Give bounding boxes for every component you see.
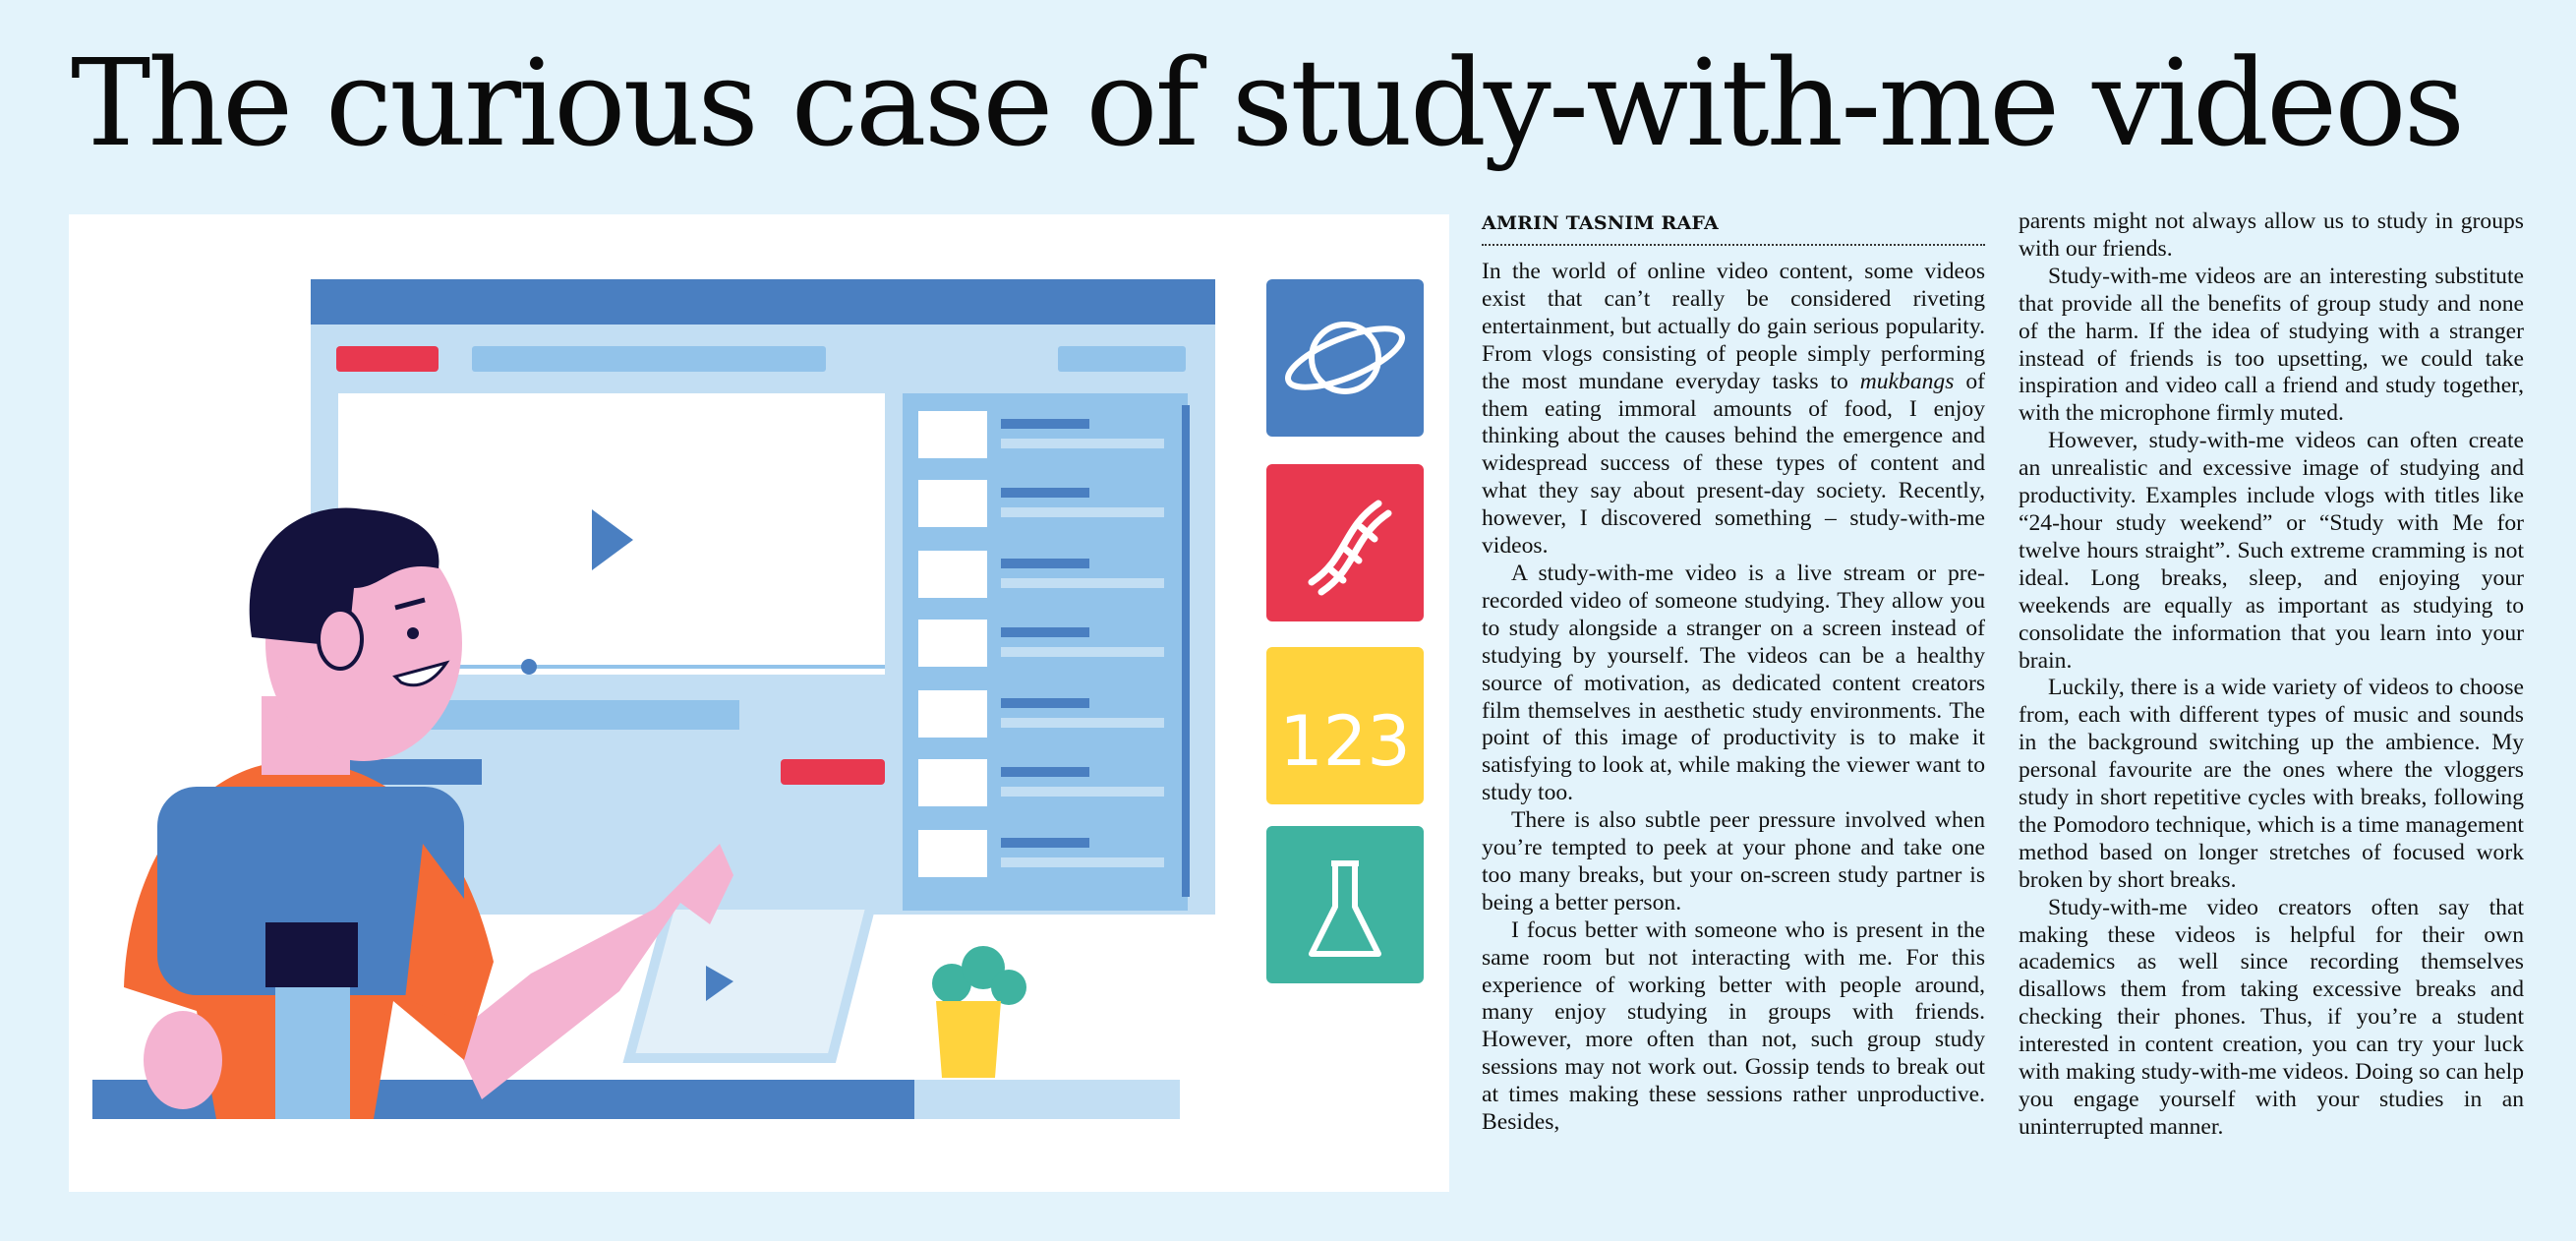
illustration <box>69 214 1449 1192</box>
article-column-2 <box>2019 208 2524 1142</box>
illustration-svg <box>69 214 1449 1192</box>
article-paragraph: I focus better with someone who is present in the same room but not interacting with me. For this experience of working better with people around, many enjoy studying in groups with friends. However, more often than not, such group study sessions may not work out. Gossip tends to break out at times making these sessions rather unproductive. Besides, <box>1482 916 1985 1136</box>
article-paragraph: Luckily, there is a wide variety of videos to choose from, each with different types of music and sounds in the background switching up the ambience. My personal favourite are the ones where the vloggers study in short repetitive cycles with breaks, following the Pomodoro technique, which is a time management method based on longer stretches of focused work broken by short breaks. <box>2019 675 2524 893</box>
tile-planet <box>1266 279 1424 437</box>
laptop <box>629 905 871 1058</box>
byline: AMRIN TASNIM RAFA <box>1482 210 1985 246</box>
scrubber-knob <box>521 659 537 675</box>
window-control <box>1058 346 1186 372</box>
tile-dna <box>1266 464 1424 621</box>
article-paragraph: There is also subtle peer pressure involved when you’re tempted to peek at your phone and take one too many breaks, but your on-screen study partner is being a better person. <box>1482 807 1985 916</box>
article-paragraph: Study-with-me video creators often say that making these videos is helpful for their own academics as well since recording themselves disallows them from taking excessive breaks and checking their phones. Thus, if you’re a student interested in content creation, you can try your luck with making study-with-me videos. Doing so can help you engage yourself with your studies in an uninterrupted manner. <box>2019 894 2524 1140</box>
numbers-123-icon: 123 <box>1279 701 1411 782</box>
tile-numbers <box>1266 647 1424 804</box>
address-bar-dot <box>336 346 439 372</box>
newspaper-page <box>10 8 2566 1233</box>
article-paragraph: However, study-with-me videos can often create an unrealistic and excessive image of studying and productivity. Examples include vlogs with titles like “24-hour study weekend” or “Study with Me for twelve hours straight”. Such extreme cramming is not ideal. Long breaks, sleep, and enjoying your weekends are equally as important as studying to consolidate the information that you learn into your brain. <box>2019 428 2524 674</box>
article-paragraph: A study-with-me video is a live stream or pre-recorded video of someone studying. They allow you to study alongside a stranger on a screen instead of studying by yourself. The videos can be a healthy source of motivation, as dedicated content creators film themselves in aesthetic study environments. The point of this image of productivity is to make it satisfying to look at, while making the viewer want to study too. <box>1482 560 1985 806</box>
tile-flask <box>1266 826 1424 983</box>
address-bar <box>472 346 826 372</box>
article-paragraph: In the world of online video content, some videos exist that can’t really be considered riveting entertainment, but actually do gain serious popularity. From vlogs consisting of people simply performing the most mundane everyday tasks to mukbangs of them eating immoral amounts of food, I enjoy thinking about the causes behind the emergence and widespread success of these types of content and what they say about present-day society. Recently, however, I discovered something – study-with-me videos. <box>1482 259 1985 560</box>
article-paragraph: Study-with-me videos are an interesting substitute that provide all the benefits of group study and none of the harm. If the idea of studying with a stranger instead of friends is too upsetting, we could take inspiration and video call a friend and study together, with the microphone firmly muted. <box>2019 263 2524 427</box>
article-column-1 <box>1482 259 1985 1137</box>
headline: The curious case of study-with-me videos <box>71 33 2463 173</box>
article-paragraph: parents might not always allow us to study in groups with our friends. <box>2019 208 2524 262</box>
plant <box>932 946 1026 1078</box>
